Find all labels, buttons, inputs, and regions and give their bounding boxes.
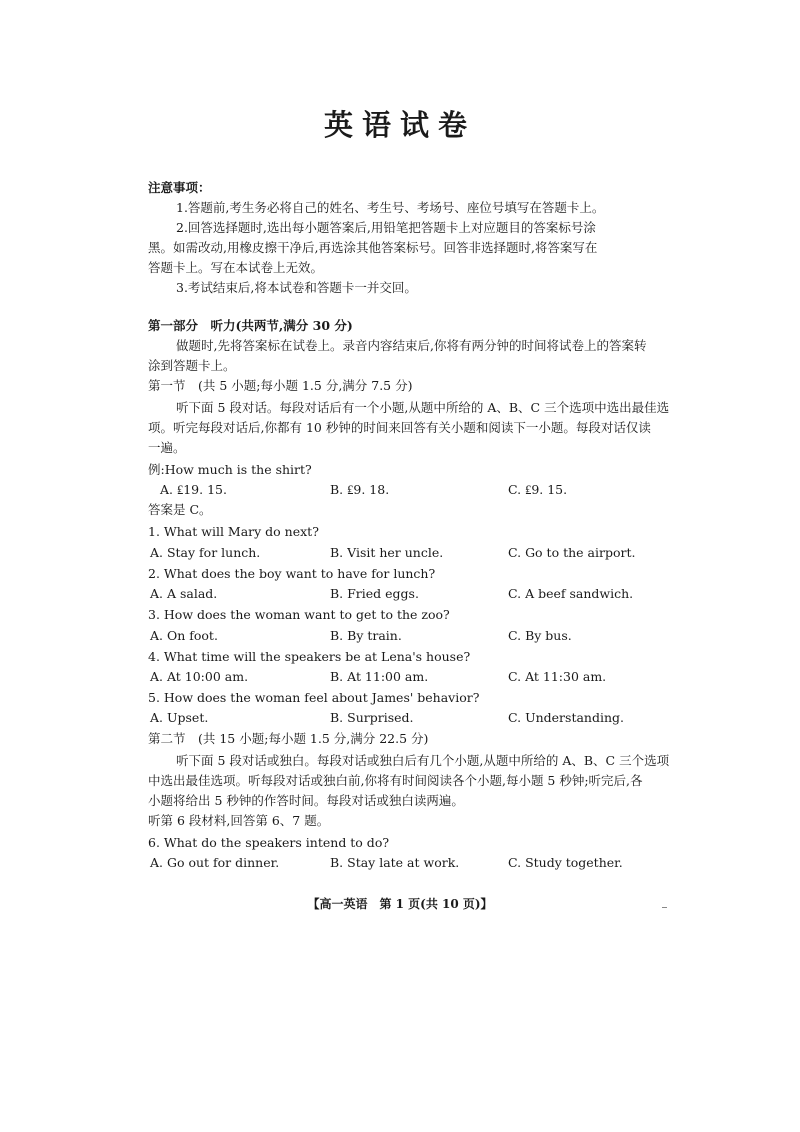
section1-intro-line: 一遍。 — [148, 440, 186, 455]
question-1-option-c: C. Go to the airport. — [508, 545, 636, 560]
question-4-option-a: A. At 10:00 am. — [150, 669, 249, 684]
section2-intro-line: 小题将给出 5 秒钟的作答时间。每段对话或独白读两遍。 — [148, 793, 464, 808]
page-title: 英语试卷 — [323, 108, 476, 142]
example-question: 例:How much is the shirt? — [148, 462, 312, 477]
question-1-option-b: B. Visit her uncle. — [330, 545, 444, 560]
example-answer: 答案是 C。 — [148, 502, 212, 517]
notice-line: 3.考试结束后,将本试卷和答题卡一并交回。 — [176, 280, 417, 295]
question-5: 5. How does the woman feel about James' behavior? — [148, 690, 480, 705]
section2-heading: 第二节 (共 15 小题;每小题 1.5 分,满分 22.5 分) — [148, 731, 429, 746]
section2-intro-line: 听下面 5 段对话或独白。每段对话或独白后有几个小题,从题中所给的 A、B、C 三个选项 — [176, 753, 670, 768]
notice-line: 1.答题前,考生务必将自己的姓名、考生号、考场号、座位号填写在答题卡上。 — [176, 200, 605, 215]
section1-intro-line: 听下面 5 段对话。每段对话后有一个小题,从题中所给的 A、B、C 三个选项中选出最佳选 — [176, 400, 670, 415]
question-5-option-a: A. Upset. — [150, 710, 209, 725]
example-option-b: B. ₤9. 18. — [330, 482, 390, 497]
material-note: 听第 6 段材料,回答第 6、7 题。 — [148, 813, 330, 828]
scan-speck — [662, 907, 667, 908]
notice-line: 2.回答选择题时,选出每小题答案后,用铅笔把答题卡上对应题目的答案标号涂 — [176, 220, 596, 235]
question-4: 4. What time will the speakers be at Lena's house? — [148, 649, 471, 664]
question-2-option-b: B. Fried eggs. — [330, 586, 419, 601]
example-option-a: A. ₤19. 15. — [160, 482, 227, 497]
question-2-option-a: A. A salad. — [150, 586, 218, 601]
notice-heading: 注意事项： — [148, 180, 211, 195]
notice-line: 答题卡上。写在本试卷上无效。 — [148, 260, 324, 275]
question-4-option-b: B. At 11:00 am. — [330, 669, 429, 684]
question-6: 6. What do the speakers intend to do? — [148, 835, 390, 850]
question-3-option-a: A. On foot. — [150, 628, 218, 643]
question-4-option-c: C. At 11:30 am. — [508, 669, 607, 684]
question-5-option-b: B. Surprised. — [330, 710, 414, 725]
question-3-option-c: C. By bus. — [508, 628, 572, 643]
part1-intro-line: 涂到答题卡上。 — [148, 358, 236, 373]
question-6-option-b: B. Stay late at work. — [330, 855, 460, 870]
example-option-c: C. ₤9. 15. — [508, 482, 568, 497]
question-3: 3. How does the woman want to get to the zoo? — [148, 607, 450, 622]
section1-heading: 第一节 (共 5 小题;每小题 1.5 分,满分 7.5 分) — [148, 378, 413, 393]
question-2-option-c: C. A beef sandwich. — [508, 586, 634, 601]
question-2: 2. What does the boy want to have for lunch? — [148, 566, 436, 581]
question-3-option-b: B. By train. — [330, 628, 402, 643]
section2-intro-line: 中选出最佳选项。听每段对话或独白前,你将有时间阅读各个小题,每小题 5 秒钟;听完后,各 — [148, 773, 643, 788]
part1-intro-line: 做题时,先将答案标在试卷上。录音内容结束后,你将有两分钟的时间将试卷上的答案转 — [176, 338, 647, 353]
notice-line: 黑。如需改动,用橡皮擦干净后,再选涂其他答案标号。回答非选择题时,将答案写在 — [148, 240, 598, 255]
page-footer: 【高一英语 第 1 页(共 10 页)】 — [307, 897, 493, 911]
question-5-option-c: C. Understanding. — [508, 710, 624, 725]
question-6-option-c: C. Study together. — [508, 855, 623, 870]
question-1-option-a: A. Stay for lunch. — [150, 545, 261, 560]
part1-heading: 第一部分 听力(共两节,满分 30 分) — [148, 318, 353, 333]
section1-intro-line: 项。听完每段对话后,你都有 10 秒钟的时间来回答有关小题和阅读下一小题。每段对话仅读 — [148, 420, 651, 435]
question-6-option-a: A. Go out for dinner. — [150, 855, 280, 870]
question-1: 1. What will Mary do next? — [148, 524, 319, 539]
